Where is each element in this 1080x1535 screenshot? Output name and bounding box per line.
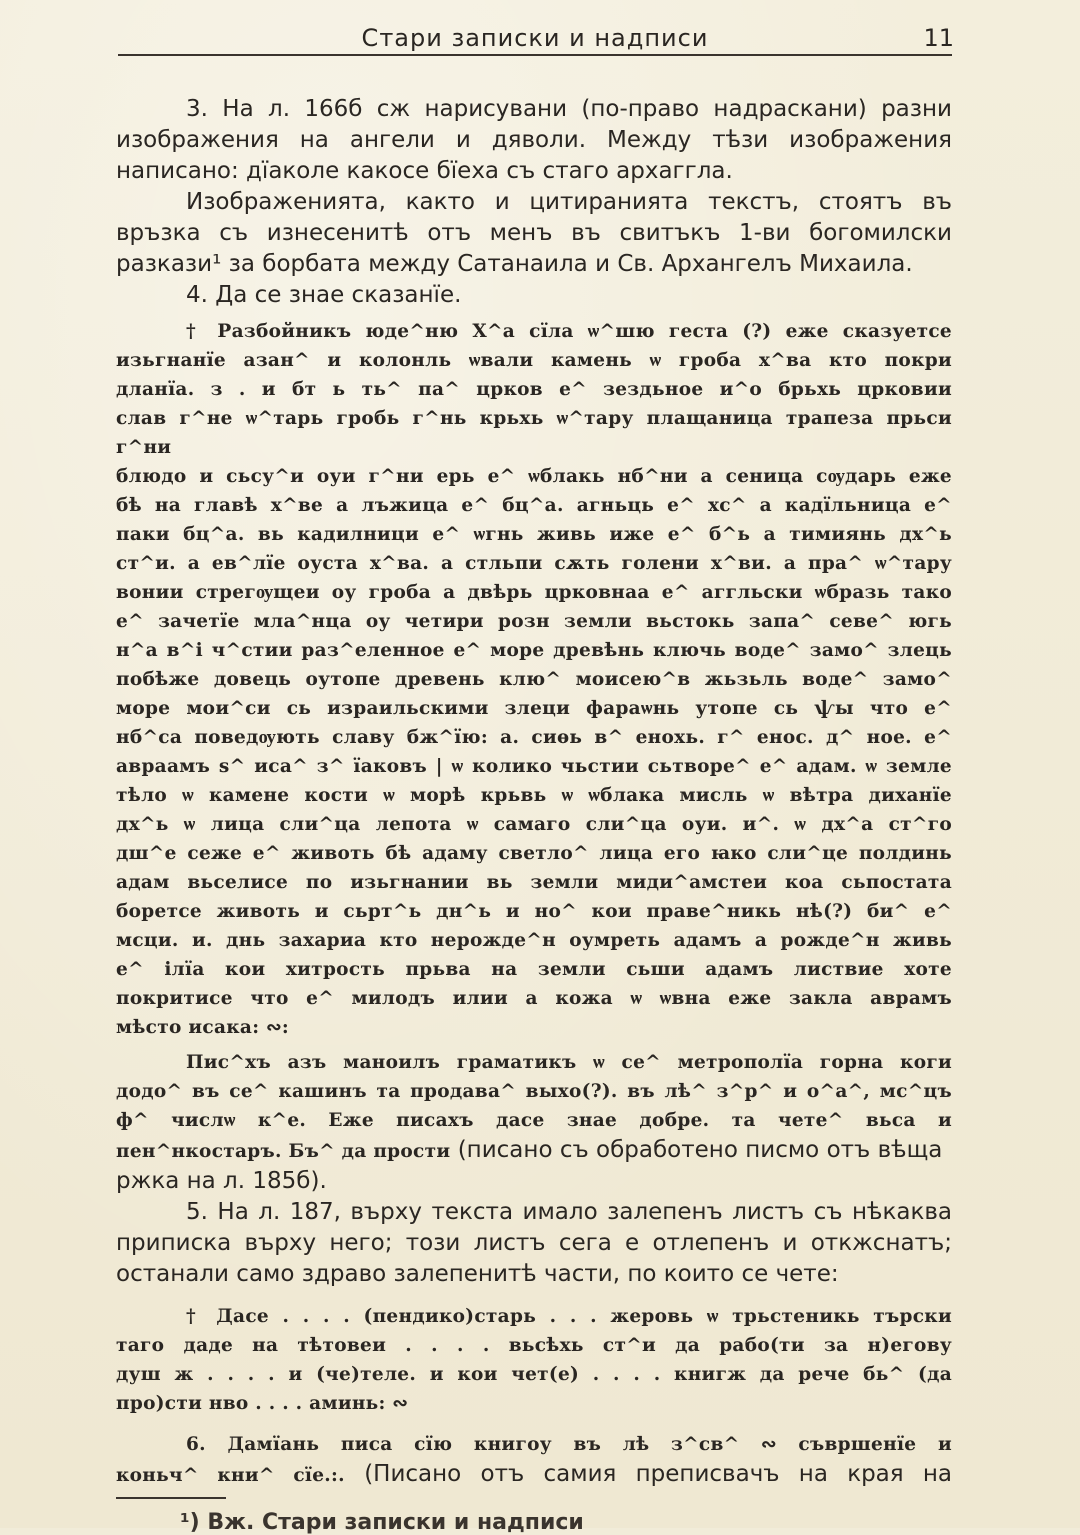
old-line: дш^е сеже е^ животь бѣ адаму светло^ лица его ꙗко сли^це полдинь <box>116 843 952 864</box>
running-header <box>118 18 952 56</box>
old-line: покритисе что е^ милодъ илии а кожа ѡ ѡвна еже закла аврамъ <box>116 988 952 1009</box>
old-text-block-2 <box>116 1302 952 1418</box>
old-line: дланїа. з . и бт ь ть^ па^ црков е^ зездьное и^о брьхь црковии <box>116 379 952 400</box>
old-line: тѣло ѡ камене кости ѡ морѣ крьвь ѡ ѡблака мисль ѡ вѣтра диханїе <box>116 785 952 806</box>
old-line: адам вьселисе по изьгнании вь земли миди^амстеи коа сьпостата <box>116 872 952 893</box>
footnote: ¹) Вж. Стари записки и надписи <box>180 1510 584 1535</box>
old-line: дх^ь ѡ лица сли^ца лепота ѡ самаго сли^ца оуи. и^. ѡ дх^а ст^го <box>116 814 952 835</box>
paragraph-3-part-2: Изображенията, както и цитиранията текстъ, стоятъ въ връзка съ изнесенитѣ отъ менъ въ свитъкъ 1-ви богомилски разкази¹ за борбата между Сатанаила и Св. Архангелъ Михаила. <box>116 189 952 277</box>
signature-line: ф^ числѡ к^е. Еже писахъ дасе знае добре. та чете^ вьса и <box>116 1110 952 1131</box>
paragraph-6-old-line: 6. Дамїань писа сїю книгоу въ лѣ з^св^ ∾ съвршенїе и <box>186 1434 952 1455</box>
old-text-block-1 <box>116 317 952 1042</box>
old-line: ст^и. а ев^лїе оуста х^ва. а стльпи сѫть голени х^ви. а пра^ ѡ^тару <box>116 553 952 574</box>
page-number: 11 <box>923 24 954 52</box>
old-line: н^а в^і ч^стии раз^еленное е^ море древѣнь ключь воде^ замо^ злець <box>116 640 952 661</box>
old-line: побѣже довець оутопе древень клю^ моисею^в жьзьль воде^ замо^ <box>116 669 952 690</box>
paragraph-6-old-part-2: коньч^ кни^ сїе.:. <box>116 1465 345 1486</box>
scribe-signature <box>116 1048 952 1197</box>
old-line: про)сти нво . . . . аминь: ∾ <box>116 1393 409 1414</box>
footnote-rule <box>116 1497 226 1499</box>
paragraph-6-line-2 <box>116 1459 952 1490</box>
old-line: мсци. и. днь захариа кто нерожде^н оумреть адамъ а рожде^н живь <box>116 930 952 951</box>
signature-tail <box>116 1135 952 1197</box>
old-line: вонии стрегѹщеи оу гроба а двѣрь црковнаа е^ аггльски ѡбразь тако <box>116 582 952 603</box>
old-line: блюдо и сьсу^и оуи г^ни ерь е^ ѡблакь нб^ни а сеница сѹдарь еже <box>116 466 952 487</box>
signature-tail-old: пен^нкостаръ. Бъ^ да прости <box>116 1141 451 1162</box>
old-line: бѣ на главѣ х^ве а лъжица е^ бц^а. агньць е^ хс^ а кадїльница е^ <box>116 495 952 516</box>
paragraph-6-modern: (Писано отъ самия преписвачъ на края на <box>364 1461 953 1487</box>
old-line: изьгнанїе азан^ и колонль ѡвали камень ѡ гроба х^ва кто покри <box>116 350 952 371</box>
signature-tail-modern: (писано съ обработено писмо отъ вѣща ржка на л. 185б). <box>116 1137 943 1194</box>
old-line: душ ж . . . . и (че)теле. и кои чет(е) . . . . книгж да рече бь^ (да <box>116 1364 952 1385</box>
paragraph-6 <box>116 1430 952 1490</box>
old-line: нб^са поведѹють славу бж^їю: а. сиѳь в^ енохь. г^ енос. д^ ное. е^ <box>116 727 952 748</box>
old-line: е^ зачетїе мла^нца оу четири розн земли вьстокь запа^ севе^ югь <box>116 611 952 632</box>
signature-line: Пис^хъ азъ маноилъ граматикъ ѡ се^ метрополїа горна коги <box>186 1052 952 1073</box>
old-line: слав г^не ѡ^тарь гробь г^нь крьхь ѡ^тару плащаница трапеза прьси г^ни <box>116 408 952 458</box>
paragraph-3-part-1: 3. На л. 166б сж нарисувани (по-право надраскани) разни изображения на ангели и дяволи. Между тѣзи изображения написано: дїаколе какосе бїеха съ стаго архаггла. <box>116 96 952 184</box>
running-title: Стари записки и надписи <box>361 24 709 52</box>
old-line: † Разбойникъ юде^ню Х^а сїла ѡ^шю геста (?) еже сказуетсе <box>186 321 952 342</box>
paragraph-5: 5. На л. 187, върху текста имало залепенъ листъ съ нѣкаква приписка върху него; този листъ сега е отлепенъ и откжснатъ; останали само здраво залепенитѣ части, по които се чете: <box>116 1199 952 1287</box>
old-line: боретсе животь и сьрт^ь дн^ь и но^ кои праве^никь нѣ(?) би^ е^ <box>116 901 952 922</box>
paragraph-4-heading: 4. Да се знае сказанїе. <box>186 282 462 308</box>
old-line: авраамъ ѕ^ иса^ з^ їаковъ | ѡ колико чьстии сьтворе^ е^ адам. ѡ земле <box>116 756 952 777</box>
page-body <box>116 94 952 1490</box>
old-line: е^ ілїа кои хитрость прьва на земли сьши адамъ листвие хоте <box>116 959 952 980</box>
old-line: † Дасе . . . . (пендико)старь . . . жеровь ѡ трьстеникь търски <box>186 1306 952 1327</box>
old-line: море мои^си сь израильскими злеци фараѡнь утопе сь ѱы что е^ <box>116 698 952 719</box>
signature-line: додо^ въ се^ кашинъ та продава^ выхо(?). въ лѣ^ з^р^ и о^а^, мс^цъ <box>116 1081 952 1102</box>
old-line: паки бц^а. вь кадилници е^ ѡгнь живь иже е^ б^ь а тимиянь дх^ь <box>116 524 952 545</box>
old-line: мѣсто исака: ∾: <box>116 1017 290 1038</box>
old-line: таго даде на тѣтовеи . . . . вьсѣхь ст^и да рабо(ти за н)егову <box>116 1335 952 1356</box>
